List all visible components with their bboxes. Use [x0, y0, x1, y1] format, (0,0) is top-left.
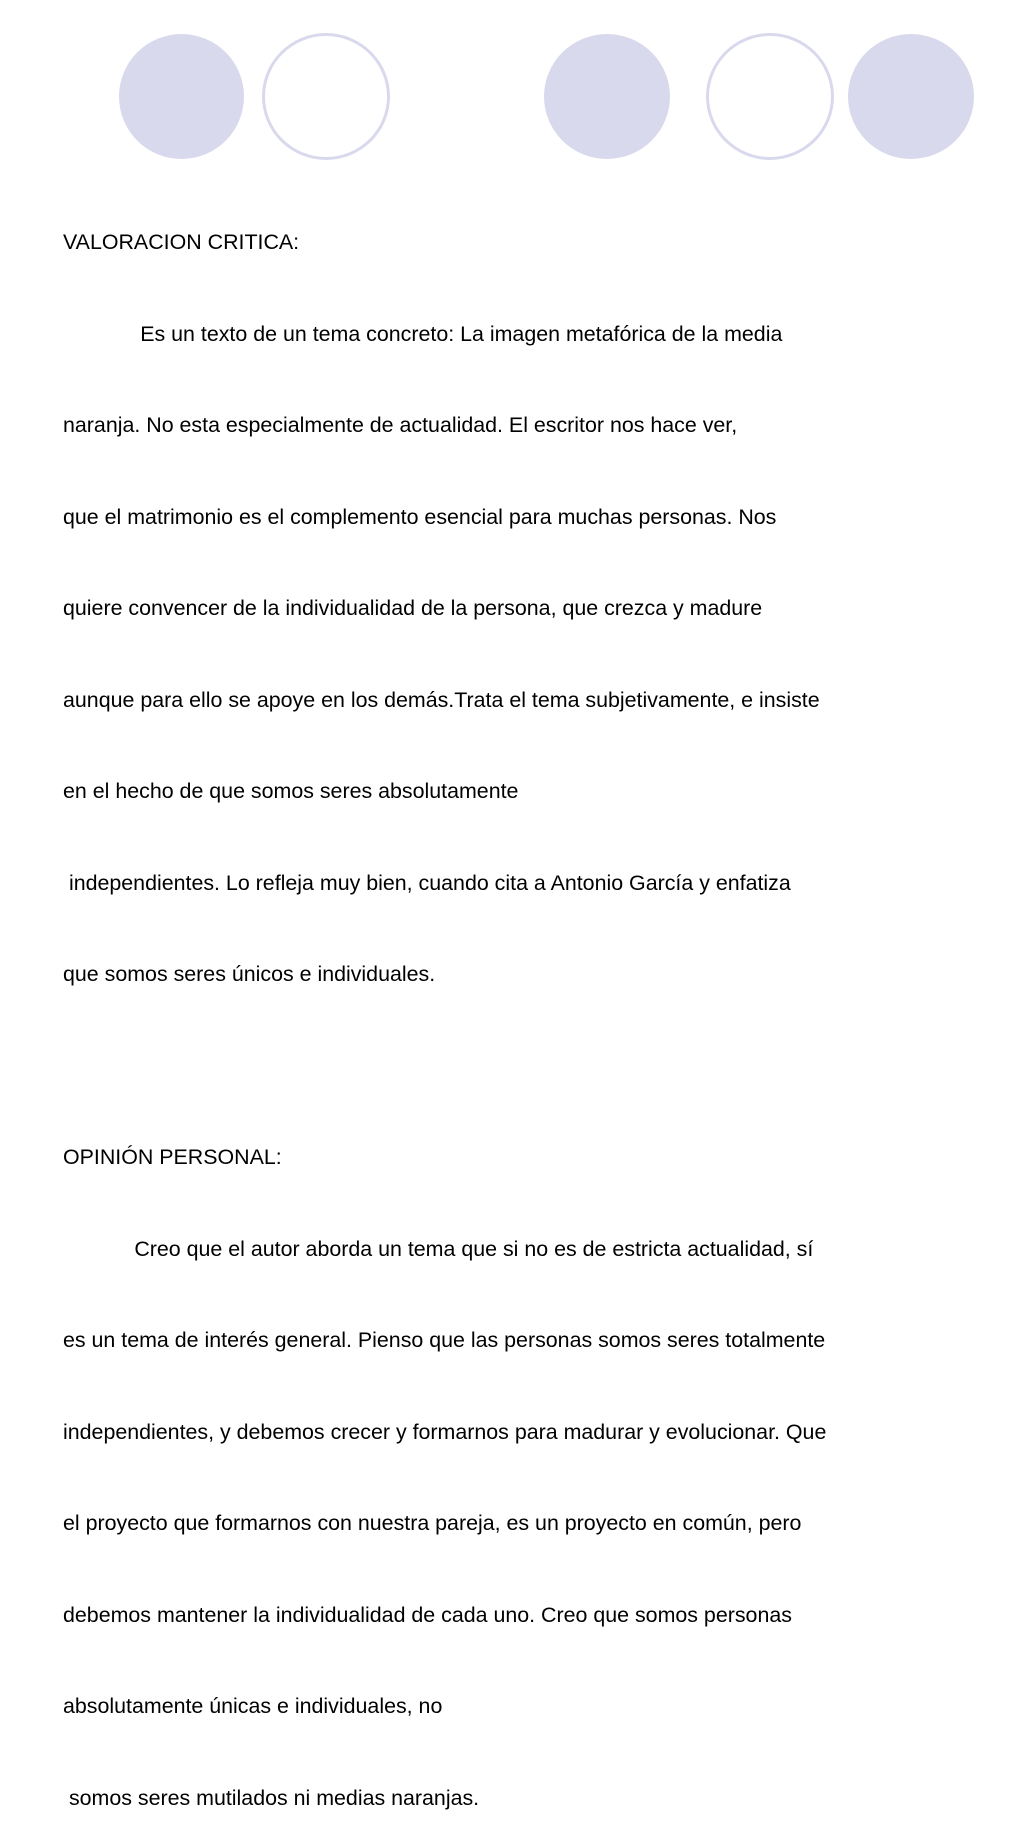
opinion-line: Creo que el autor aborda un tema que si no es de estricta actualidad, sí	[63, 1236, 814, 1261]
valoracion-line: naranja. No esta especialmente de actualidad. El escritor nos hace ver,	[63, 413, 738, 437]
decorative-circle-filled	[544, 34, 670, 159]
valoracion-line: quiere convencer de la individualidad de la persona, que crezca y madure	[63, 596, 763, 620]
opinion-line: debemos mantener la individualidad de cada uno. Creo que somos personas	[63, 1602, 792, 1627]
valoracion-line: independientes. Lo refleja muy bien, cuando cita a Antonio García y enfatiza	[63, 870, 791, 895]
valoracion-line: aunque para ello se apoye en los demás.Trata el tema subjetivamente, e insiste	[63, 687, 820, 712]
valoracion-line: en el hecho de que somos seres absolutamente	[63, 779, 519, 803]
valoracion-line: Es un texto de un tema concreto: La imagen metafórica de la media	[63, 321, 783, 346]
opinion-line: es un tema de interés general. Pienso que las personas somos seres totalmente	[63, 1328, 826, 1352]
decorative-circle-filled	[848, 34, 974, 159]
opinion-heading: OPINIÓN PERSONAL:	[63, 1145, 282, 1169]
decorative-circle-outline	[262, 33, 390, 160]
valoracion-line: que el matrimonio es el complemento esencial para muchas personas. Nos	[63, 504, 777, 529]
valoracion-line: que somos seres únicos e individuales.	[63, 962, 436, 986]
opinion-line: independientes, y debemos crecer y formarnos para madurar y evolucionar. Que	[63, 1419, 827, 1444]
blank-line	[63, 1051, 1003, 1082]
slide-body-text	[63, 166, 1003, 1844]
opinion-line: somos seres mutilados ni medias naranjas.	[63, 1785, 480, 1810]
decorative-circle-filled	[119, 34, 244, 159]
opinion-line: absolutamente únicas e individuales, no	[63, 1694, 443, 1718]
valoracion-heading: VALORACION CRITICA:	[63, 230, 300, 254]
decorative-circle-outline	[706, 33, 834, 160]
opinion-line: el proyecto que formarnos con nuestra pareja, es un proyecto en común, pero	[63, 1511, 802, 1535]
